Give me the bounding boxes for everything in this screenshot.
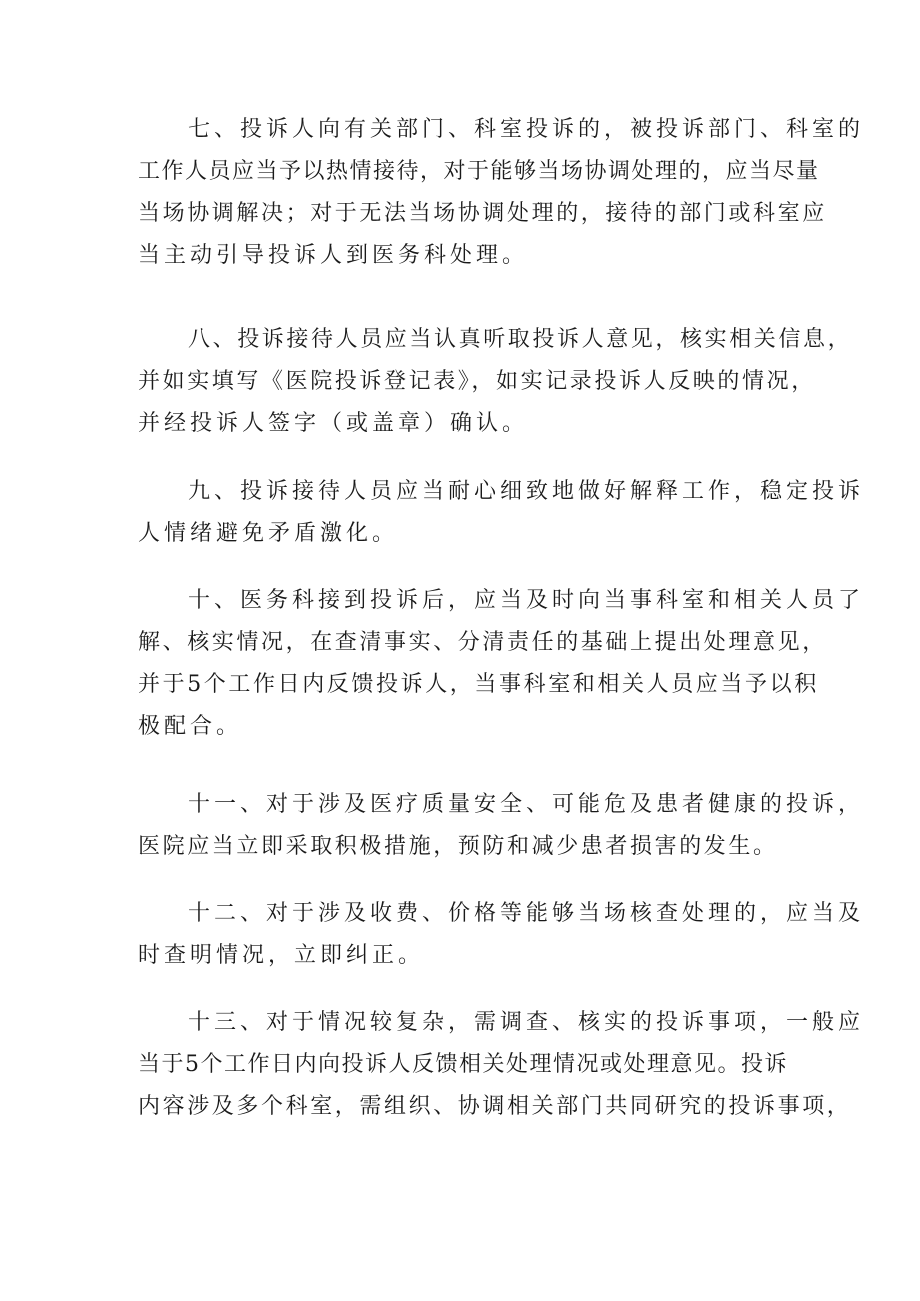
paragraph-line: 内容涉及多个科室，需组织、协调相关部门共同研究的投诉事项，: [138, 1094, 852, 1119]
paragraph-line: 并如实填写《医院投诉登记表》，如实记录投诉人反映的情况，: [138, 369, 816, 394]
paragraph-9: [138, 471, 865, 555]
paragraph-line: 并经投诉人签字（或盖章）确认。: [138, 411, 529, 436]
paragraph-line: 当于5个工作日内向投诉人反馈相关处理情况或处理意见。投诉: [138, 1052, 788, 1077]
paragraph-line: 十三、对于情况较复杂，需调查、核实的投诉事项，一般应: [188, 1010, 865, 1035]
paragraph-line: 时查明情况，立即纠正。: [138, 943, 425, 968]
paragraph-line: 九、投诉接待人员应当耐心细致地做好解释工作，稳定投诉: [188, 479, 865, 504]
paragraph-line: 十、医务科接到投诉后，应当及时向当事科室和相关人员了: [188, 588, 865, 613]
paragraph-line: 极配合。: [138, 714, 243, 739]
paragraph-line: 工作人员应当予以热情接待，对于能够当场协调处理的，应当尽量: [138, 159, 820, 184]
paragraph-line: 并于5个工作日内反馈投诉人，当事科室和相关人员应当予以积: [138, 672, 819, 697]
paragraph-line: 十二、对于涉及收费、价格等能够当场核查处理的，应当及: [188, 901, 865, 926]
paragraph-line: 解、核实情况，在查清事实、分清责任的基础上提出处理意见，: [138, 630, 827, 655]
paragraph-10: [138, 580, 865, 748]
paragraph-line: 七、投诉人向有关部门、科室投诉的，被投诉部门、科室的: [188, 117, 865, 142]
paragraph-11: [138, 784, 865, 868]
paragraph-7: [138, 109, 865, 277]
paragraph-8: [138, 319, 853, 445]
paragraph-line: 医院应当立即采取积极措施，预防和减少患者损害的发生。: [138, 834, 778, 859]
paragraph-line: 十一、对于涉及医疗质量安全、可能危及患者健康的投诉，: [188, 792, 865, 817]
paragraph-line: 当场协调解决；对于无法当场协调处理的，接待的部门或科室应: [138, 201, 827, 226]
paragraph-12: [138, 893, 865, 977]
paragraph-13: [138, 1002, 865, 1128]
paragraph-line: 八、投诉接待人员应当认真听取投诉人意见，核实相关信息，: [188, 327, 853, 352]
paragraph-line: 当主动引导投诉人到医务科处理。: [138, 243, 529, 268]
paragraph-line: 人情绪避免矛盾激化。: [138, 521, 399, 546]
